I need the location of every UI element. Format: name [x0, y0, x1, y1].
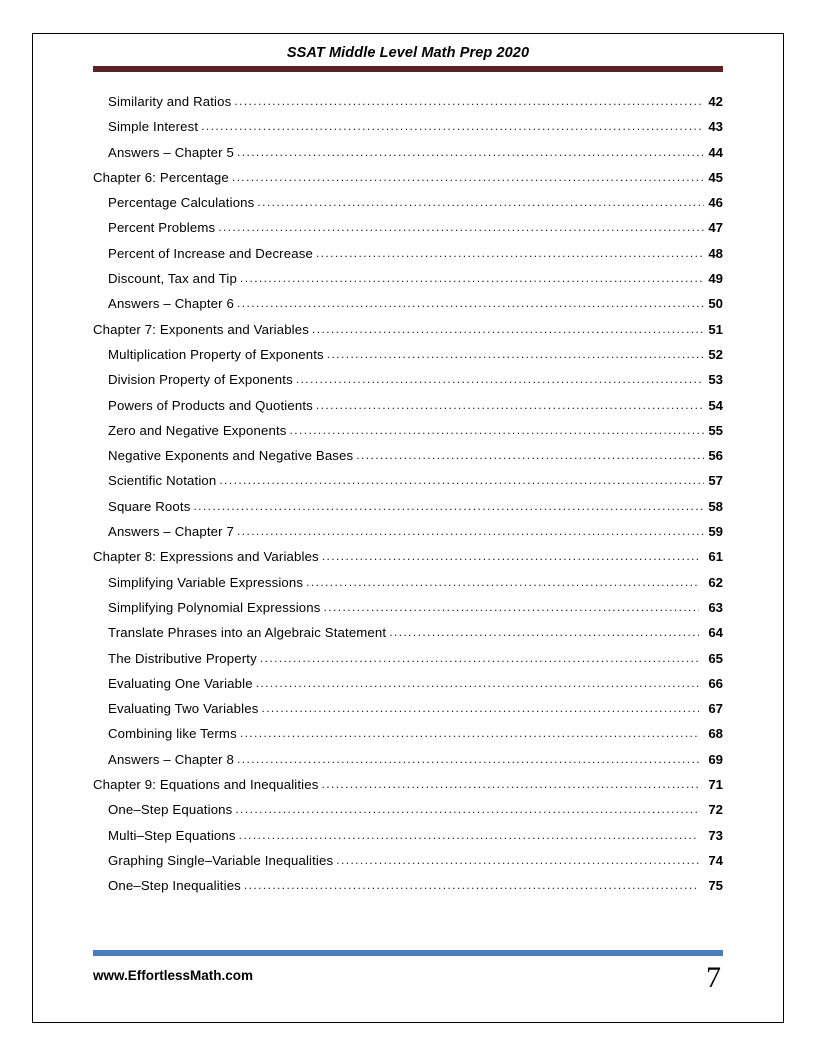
- toc-dot-leader: [257, 195, 704, 209]
- toc-entry[interactable]: [93, 676, 723, 701]
- toc-entry[interactable]: [93, 448, 723, 473]
- toc-entry[interactable]: [93, 170, 723, 195]
- toc-entry[interactable]: [93, 524, 723, 549]
- toc-entry[interactable]: [93, 423, 723, 448]
- toc-entry[interactable]: [93, 246, 723, 271]
- toc-entry-title: Evaluating Two Variables: [108, 701, 259, 717]
- toc-dot-leader: [296, 372, 704, 386]
- toc-entry-page-number: 63: [708, 599, 723, 615]
- toc-entry[interactable]: [93, 575, 723, 600]
- toc-dot-leader: [234, 94, 704, 108]
- toc-dot-leader: [244, 878, 699, 892]
- toc-dot-leader: [260, 651, 699, 665]
- toc-entry-title: Discount, Tax and Tip: [108, 271, 237, 287]
- toc-entry[interactable]: [93, 701, 723, 726]
- toc-dot-leader: [240, 726, 699, 740]
- toc-entry-page-number: 71: [708, 777, 723, 793]
- table-of-contents: [93, 94, 723, 904]
- toc-entry-title: Percent of Increase and Decrease: [108, 245, 313, 261]
- toc-entry[interactable]: [93, 220, 723, 245]
- toc-entry-page-number: 53: [708, 372, 723, 388]
- toc-dot-leader: [237, 752, 699, 766]
- toc-entry[interactable]: [93, 322, 723, 347]
- toc-entry[interactable]: [93, 878, 723, 903]
- toc-dot-leader: [356, 448, 704, 462]
- toc-entry-title: Chapter 9: Equations and Inequalities: [93, 777, 319, 793]
- toc-entry[interactable]: [93, 651, 723, 676]
- toc-entry-title: Multi–Step Equations: [108, 827, 236, 843]
- toc-dot-leader: [327, 347, 704, 361]
- toc-entry-title: Chapter 8: Expressions and Variables: [93, 549, 319, 565]
- toc-entry-page-number: 44: [708, 144, 723, 160]
- toc-entry-title: Evaluating One Variable: [108, 675, 253, 691]
- toc-entry-page-number: 58: [708, 498, 723, 514]
- toc-dot-leader: [322, 777, 700, 791]
- toc-entry-title: Square Roots: [108, 498, 191, 514]
- toc-entry-page-number: 46: [708, 195, 723, 211]
- toc-dot-leader: [201, 119, 704, 133]
- toc-dot-leader: [237, 145, 704, 159]
- toc-entry-title: Zero and Negative Exponents: [108, 422, 287, 438]
- toc-entry-title: Simple Interest: [108, 119, 199, 135]
- toc-entry-title: Combining like Terms: [108, 726, 237, 742]
- toc-entry-title: Simplifying Variable Expressions: [108, 574, 304, 590]
- toc-entry-title: Division Property of Exponents: [108, 372, 293, 388]
- toc-dot-leader: [316, 398, 704, 412]
- toc-dot-leader: [324, 600, 699, 614]
- toc-entry[interactable]: [93, 372, 723, 397]
- toc-entry[interactable]: [93, 777, 723, 802]
- toc-entry[interactable]: [93, 499, 723, 524]
- toc-entry-title: Simplifying Polynomial Expressions: [108, 599, 321, 615]
- toc-entry[interactable]: [93, 145, 723, 170]
- toc-entry-title: Translate Phrases into an Algebraic Statement: [108, 625, 387, 641]
- toc-entry[interactable]: [93, 473, 723, 498]
- toc-entry-page-number: 49: [708, 271, 723, 287]
- toc-dot-leader: [389, 625, 699, 639]
- toc-dot-leader: [336, 853, 699, 867]
- toc-entry[interactable]: [93, 853, 723, 878]
- toc-entry-page-number: 56: [708, 448, 723, 464]
- toc-entry-page-number: 47: [708, 220, 723, 236]
- toc-entry-page-number: 66: [708, 675, 723, 691]
- toc-dot-leader: [232, 170, 704, 184]
- toc-entry-page-number: 75: [708, 878, 723, 894]
- toc-entry[interactable]: [93, 625, 723, 650]
- toc-entry[interactable]: [93, 802, 723, 827]
- toc-entry-title: Similarity and Ratios: [108, 94, 232, 109]
- toc-entry-title: Percent Problems: [108, 220, 216, 236]
- toc-entry-page-number: 52: [708, 346, 723, 362]
- toc-entry-page-number: 74: [708, 852, 723, 868]
- book-title: SSAT Middle Level Math Prep 2020: [286, 45, 530, 61]
- toc-entry-title: Answers – Chapter 8: [108, 751, 234, 767]
- toc-dot-leader: [219, 473, 704, 487]
- toc-entry[interactable]: [93, 752, 723, 777]
- toc-entry[interactable]: [93, 828, 723, 853]
- toc-entry-page-number: 64: [708, 625, 723, 641]
- toc-dot-leader: [240, 271, 704, 285]
- toc-entry[interactable]: [93, 347, 723, 372]
- toc-entry-title: Powers of Products and Quotients: [108, 397, 313, 413]
- toc-entry-title: The Distributive Property: [108, 650, 257, 666]
- toc-entry-page-number: 54: [708, 397, 723, 413]
- toc-entry-page-number: 51: [708, 321, 723, 337]
- running-footer: [93, 962, 723, 1002]
- toc-dot-leader: [261, 701, 699, 715]
- toc-entry-title: Negative Exponents and Negative Bases: [108, 448, 354, 464]
- toc-entry-page-number: 57: [708, 473, 723, 489]
- toc-entry-page-number: 65: [708, 650, 723, 666]
- toc-entry[interactable]: [93, 94, 723, 119]
- toc-dot-leader: [316, 246, 704, 260]
- toc-entry-title: One–Step Equations: [108, 802, 233, 818]
- toc-entry[interactable]: [93, 398, 723, 423]
- toc-entry-page-number: 43: [708, 119, 723, 135]
- toc-entry[interactable]: [93, 195, 723, 220]
- website-url[interactable]: www.EffortlessMath.com: [93, 968, 254, 983]
- toc-dot-leader: [322, 549, 699, 563]
- toc-entry-page-number: 48: [708, 245, 723, 261]
- toc-entry-page-number: 55: [708, 422, 723, 438]
- toc-entry-page-number: 42: [708, 94, 723, 109]
- toc-dot-leader: [306, 575, 699, 589]
- toc-entry-page-number: 73: [708, 827, 723, 843]
- toc-entry-page-number: 68: [708, 726, 723, 742]
- toc-dot-leader: [239, 828, 699, 842]
- toc-entry-page-number: 50: [708, 296, 723, 312]
- toc-dot-leader: [193, 499, 704, 513]
- toc-entry-title: Answers – Chapter 7: [108, 524, 234, 540]
- toc-dot-leader: [218, 220, 704, 234]
- toc-entry-title: Graphing Single–Variable Inequalities: [108, 852, 334, 868]
- toc-entry-title: Scientific Notation: [108, 473, 217, 489]
- header-divider-rule: [93, 66, 723, 72]
- toc-entry-title: Multiplication Property of Exponents: [108, 346, 324, 362]
- toc-dot-leader: [237, 524, 704, 538]
- toc-entry-page-number: 67: [708, 701, 723, 717]
- toc-entry-page-number: 72: [708, 802, 723, 818]
- toc-entry-page-number: 45: [708, 169, 723, 185]
- toc-entry[interactable]: [93, 271, 723, 296]
- toc-entry-title: One–Step Inequalities: [108, 878, 241, 894]
- toc-entry-title: Answers – Chapter 5: [108, 144, 234, 160]
- page-number: 7: [706, 961, 721, 994]
- toc-entry-page-number: 62: [708, 574, 723, 590]
- toc-dot-leader: [237, 296, 704, 310]
- running-header: [93, 44, 723, 62]
- toc-entry[interactable]: [93, 600, 723, 625]
- footer-divider-rule: [93, 950, 723, 956]
- toc-dot-leader: [235, 802, 699, 816]
- toc-dot-leader: [290, 423, 704, 437]
- toc-entry-page-number: 69: [708, 751, 723, 767]
- toc-entry-title: Chapter 6: Percentage: [93, 169, 229, 185]
- toc-entry-title: Chapter 7: Exponents and Variables: [93, 321, 309, 337]
- toc-dot-leader: [256, 676, 699, 690]
- toc-dot-leader: [312, 322, 704, 336]
- toc-entry-title: Answers – Chapter 6: [108, 296, 234, 312]
- toc-entry[interactable]: [93, 726, 723, 751]
- toc-entry-title: Percentage Calculations: [108, 195, 255, 211]
- toc-entry[interactable]: [93, 296, 723, 321]
- toc-entry-page-number: 59: [708, 524, 723, 540]
- toc-entry[interactable]: [93, 549, 723, 574]
- toc-entry[interactable]: [93, 119, 723, 144]
- toc-entry-page-number: 61: [708, 549, 723, 565]
